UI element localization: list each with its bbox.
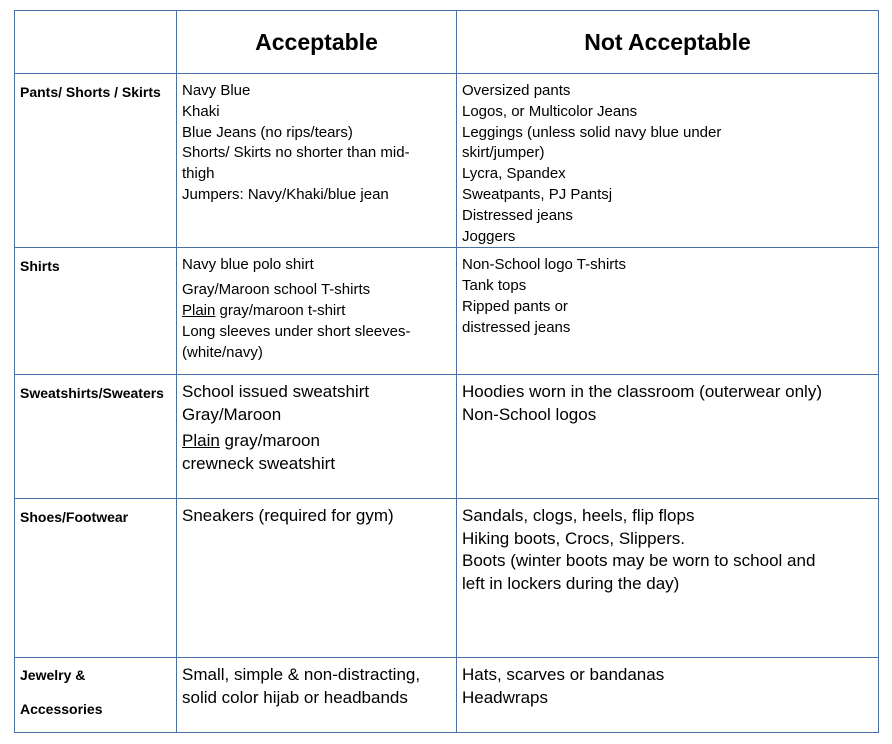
list-item: Navy Blue — [182, 82, 251, 99]
list-item — [182, 301, 451, 322]
list-item: Non-School logos — [462, 404, 597, 424]
list-item: Gray/Maroon — [182, 404, 282, 424]
table-row — [15, 375, 879, 499]
category-line: Accessories — [20, 701, 103, 718]
acceptable-jewelry — [177, 658, 457, 733]
acceptable-shoes — [177, 499, 457, 658]
not-acceptable-jewelry — [457, 658, 879, 733]
list-item: Sneakers (required for gym) — [182, 506, 394, 526]
category-pants: Pants/ Shorts / Skirts — [15, 74, 177, 248]
list-item: Sandals, clogs, heels, flip flops — [462, 506, 695, 526]
category-shirts: Shirts — [15, 248, 177, 375]
header-blank — [15, 11, 177, 74]
header-not-acceptable: Not Acceptable — [457, 11, 879, 74]
list-item: Khaki — [182, 102, 220, 120]
header-acceptable: Acceptable — [177, 11, 457, 74]
header-row — [15, 11, 879, 74]
list-item: Lycra, Spandex — [462, 165, 566, 183]
list-item: crewneck sweatshirt — [182, 453, 336, 473]
list-item: Hiking boots, Crocs, Slippers. — [462, 528, 685, 548]
list-item: Navy blue polo shirt — [182, 256, 314, 274]
list-item: Tank tops — [462, 277, 527, 295]
list-item: Headwraps — [462, 687, 548, 707]
acceptable-sweatshirts — [177, 375, 457, 499]
list-item: School issued sweatshirt — [182, 382, 370, 402]
list-item: Leggings (unless solid navy blue under — [462, 123, 722, 141]
list-item-rest: gray/maroon t-shirt — [215, 301, 346, 319]
list-item-rest: gray/maroon — [219, 431, 320, 451]
list-item: Boots (winter boots may be worn to school and — [462, 551, 816, 571]
list-item: Long sleeves under short sleeves- — [182, 322, 411, 340]
list-item: Jumpers: Navy/Khaki/blue jean — [182, 185, 389, 203]
list-item: Non-School logo T-shirts — [462, 256, 626, 274]
category-jewelry — [15, 658, 177, 733]
table-row — [15, 248, 879, 375]
list-item: Ripped pants or — [462, 297, 568, 315]
not-acceptable-shirts — [457, 248, 879, 375]
list-item: thigh — [182, 165, 215, 183]
category-shoes: Shoes/Footwear — [15, 499, 177, 658]
list-item: distressed jeans — [462, 318, 571, 336]
list-item: Hats, scarves or bandanas — [462, 665, 665, 685]
list-item: Shorts/ Skirts no shorter than mid- — [182, 144, 410, 162]
list-item — [182, 430, 451, 452]
acceptable-shirts — [177, 248, 457, 375]
list-item: skirt/jumper) — [462, 144, 545, 162]
acceptable-pants — [177, 74, 457, 248]
dress-code-table — [14, 10, 879, 733]
list-item: Oversized pants — [462, 82, 571, 99]
list-item: (white/navy) — [182, 343, 263, 361]
underlined-word: Plain — [182, 301, 216, 319]
list-item: Hoodies worn in the classroom (outerwear only) — [462, 382, 822, 402]
list-item: Distressed jeans — [462, 206, 573, 224]
list-item: Logos, or Multicolor Jeans — [462, 102, 638, 120]
list-item: Sweatpants, PJ Pantsj — [462, 185, 613, 203]
list-item: Blue Jeans (no rips/tears) — [182, 123, 353, 141]
category-line: Jewelry & — [20, 667, 86, 684]
list-item: Small, simple & non-distracting, — [182, 665, 421, 685]
list-item: Gray/Maroon school T-shirts — [182, 281, 371, 299]
not-acceptable-shoes — [457, 499, 879, 658]
list-item: Joggers — [462, 227, 516, 245]
not-acceptable-pants — [457, 74, 879, 248]
list-item: solid color hijab or headbands — [182, 687, 408, 707]
table-row — [15, 658, 879, 733]
list-item: left in lockers during the day) — [462, 573, 680, 593]
table-row — [15, 74, 879, 248]
not-acceptable-sweatshirts — [457, 375, 879, 499]
underlined-word: Plain — [182, 431, 220, 451]
table-row — [15, 499, 879, 658]
category-sweatshirts: Sweatshirts/Sweaters — [15, 375, 177, 499]
